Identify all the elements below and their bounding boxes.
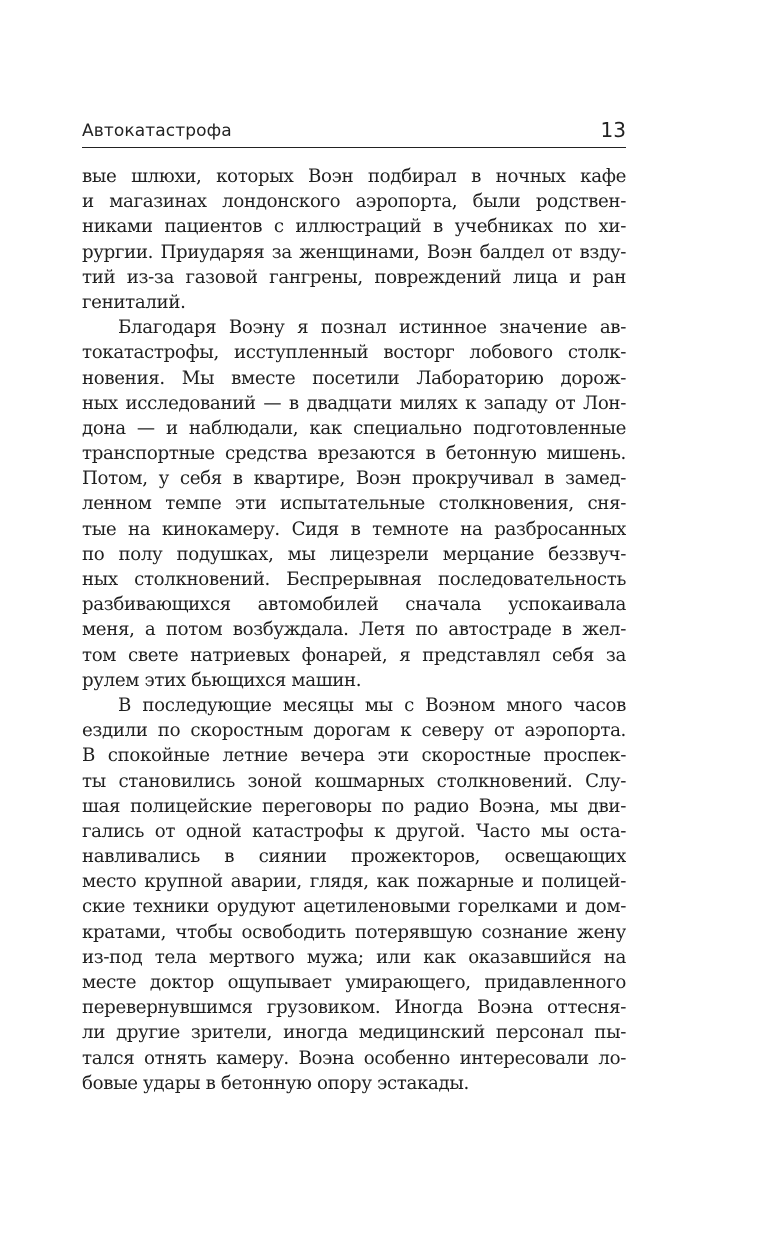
text-line: тался отнять камеру. Воэна особенно интересовали ло- [82, 1047, 626, 1069]
text-line: никами пациентов с иллюстраций в учебниках по хи- [82, 216, 626, 238]
text-line: навливались в сиянии прожекторов, освещающих [82, 846, 626, 868]
text-line: ных исследований — в двадцати милях к западу от Лон- [82, 392, 626, 414]
text-line: В последующие месяцы мы с Воэном много часов [118, 694, 626, 716]
text-line: дона — и наблюдали, как специально подготовленные [82, 417, 626, 439]
text-line: В спокойные летние вечера эти скоростные проспек- [82, 745, 626, 767]
running-title: Автокатастрофа [82, 121, 232, 141]
text-line: вые шлюхи, которых Воэн подбирал в ночных кафе [82, 166, 626, 187]
text-line: гались от одной катастрофы к другой. Часто мы оста- [82, 820, 626, 842]
text-line: разбивающихся автомобилей сначала успокаивала [82, 594, 626, 616]
text-line: ские техники орудуют ацетиленовыми горелками и дом- [82, 896, 626, 918]
text-line: ты становились зоной кошмарных столкновений. Слу- [82, 770, 626, 792]
text-line: токатастрофы, исступленный восторг лобового столк- [82, 342, 626, 364]
text-line: ли другие зрители, иногда медицинский персонал пы- [82, 1022, 626, 1044]
text-line: рургии. Приударяя за женщинами, Воэн балдел от взду- [82, 241, 626, 263]
text-line: гениталий. [82, 291, 186, 313]
text-line: ленном темпе эти испытательные столкновения, сня- [82, 493, 626, 515]
text-line: транспортные средства врезаются в бетонную мишень. [82, 443, 626, 465]
paragraph [82, 315, 626, 693]
text-line: место крупной аварии, глядя, как пожарные и полицей- [82, 871, 626, 893]
text-line: том свете натриевых фонарей, я представлял себя за [82, 644, 626, 666]
text-line: бовые удары в бетонную опору эстакады. [82, 1072, 469, 1094]
page-number: 13 [600, 118, 626, 142]
text-line: из-под тела мертвого мужа; или как оказавшийся на [82, 946, 626, 968]
text-line: тые на кинокамеру. Сидя в темноте на разбросанных [82, 518, 626, 540]
text-line: меня, а потом возбуждала. Летя по автостраде в жел- [82, 619, 626, 641]
text-line: шая полицейские переговоры по радио Воэна, мы дви- [82, 795, 626, 817]
text-line: перевернувшимся грузовиком. Иногда Воэна оттесня- [82, 997, 626, 1019]
text-line: тий из-за газовой гангрены, повреждений лица и ран [82, 266, 626, 288]
text-line: ных столкновений. Беспрерывная последовательность [82, 569, 626, 590]
text-line: ездили по скоростным дорогам к северу от аэропорта. [82, 720, 626, 742]
paragraph [82, 164, 626, 315]
text-line: месте доктор ощупывает умирающего, придавленного [82, 972, 626, 993]
text-line: по полу подушках, мы лицезрели мерцание беззвуч- [82, 543, 626, 565]
running-header [82, 113, 626, 148]
text-line: рулем этих бьющихся машин. [82, 669, 362, 691]
paragraph [82, 693, 626, 1096]
body-text [82, 164, 626, 1096]
text-line: кратами, чтобы освободить потерявшую сознание жену [82, 921, 626, 943]
text-line: и магазинах лондонского аэропорта, были родствен- [82, 191, 626, 213]
text-line: Благодаря Воэну я познал истинное значение ав- [118, 317, 626, 339]
text-line: новения. Мы вместе посетили Лабораторию дорож- [82, 367, 626, 389]
text-line: Потом, у себя в квартире, Воэн прокручивал в замед- [82, 468, 626, 490]
